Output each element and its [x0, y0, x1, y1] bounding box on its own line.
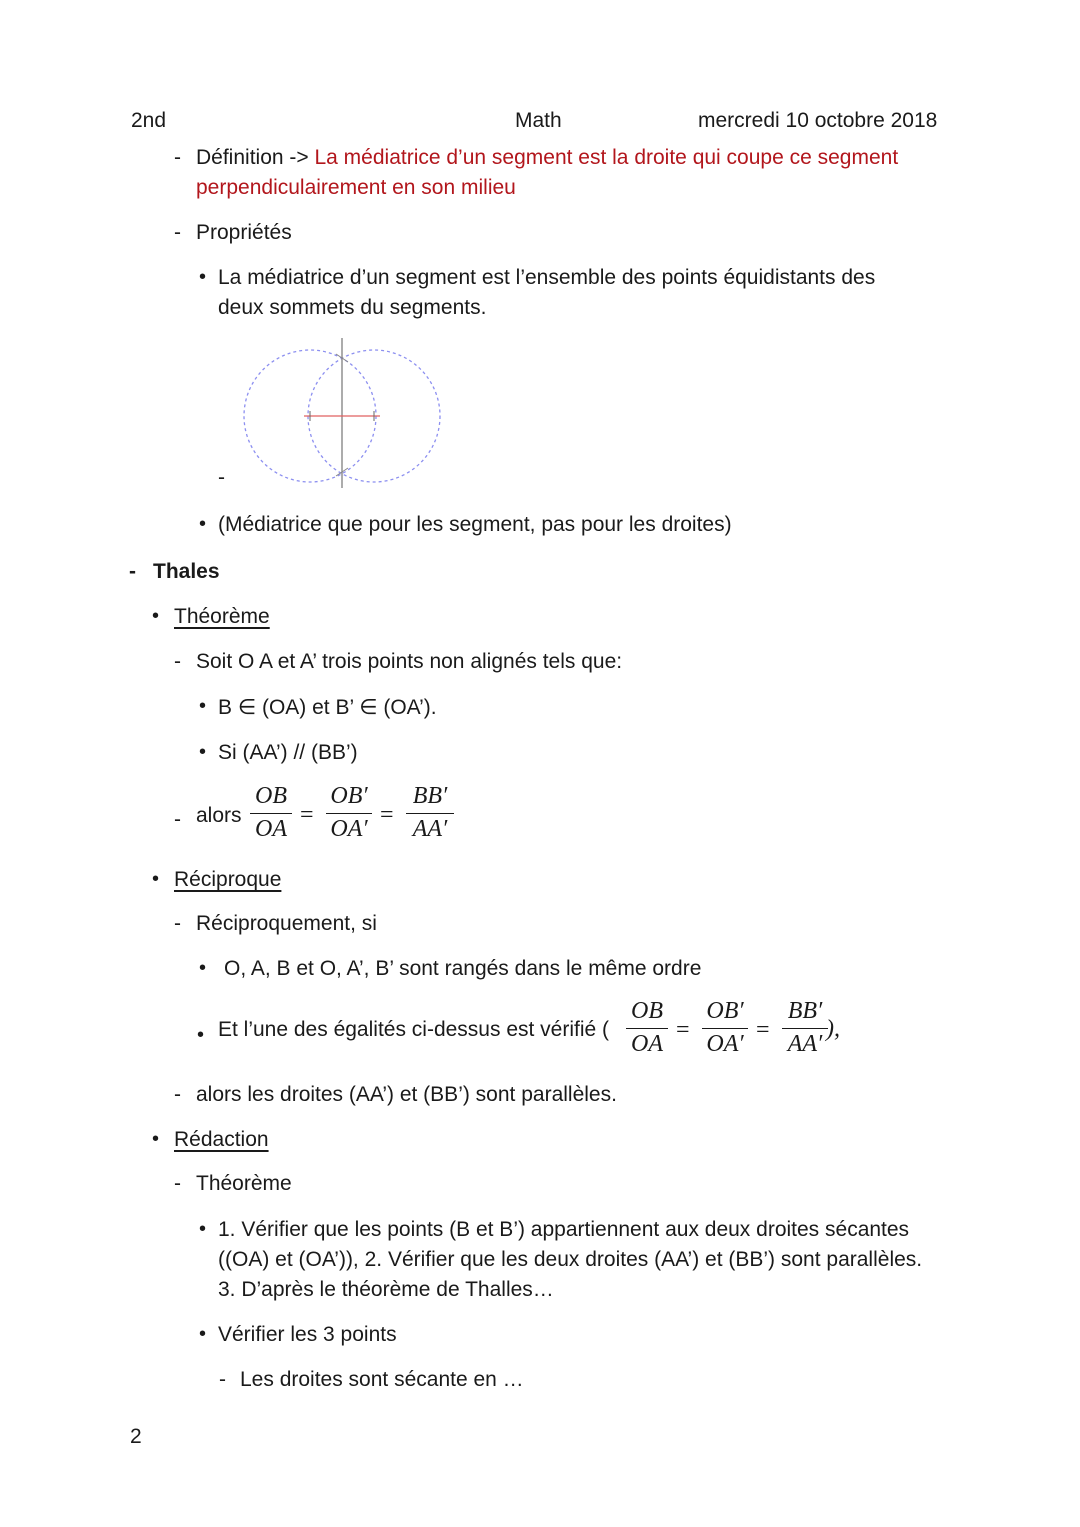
bullet-icon: •: [197, 1024, 205, 1046]
dash-marker: -: [219, 1368, 226, 1391]
equals-sign: =: [676, 1017, 690, 1043]
fraction-denominator: AA′: [412, 816, 448, 842]
dash-marker: -: [174, 146, 181, 169]
equals-sign: =: [756, 1017, 770, 1043]
bullet-icon: •: [199, 741, 207, 763]
dash-marker: -: [174, 808, 181, 831]
bullet-icon: •: [199, 1218, 207, 1240]
reciproque-conclusion: alors les droites (AA’) et (BB’) sont parallèles.: [196, 1083, 617, 1106]
dash-marker: -: [174, 912, 181, 935]
header-subject: Math: [515, 109, 562, 132]
reciproque-cond2-end: ),: [826, 1016, 840, 1042]
redaction-title: Rédaction: [174, 1128, 269, 1151]
fraction-numerator: OB: [255, 783, 287, 809]
bullet-icon: •: [199, 695, 207, 717]
bullet-icon: •: [152, 605, 160, 627]
fraction-ob-oa: [250, 783, 292, 843]
redaction-step-line3: 3. D’après le théorème de Thalles…: [218, 1278, 554, 1301]
equals-sign: =: [300, 802, 314, 828]
fraction-bar: [782, 1028, 828, 1029]
fraction-numerator: BB′: [787, 998, 823, 1024]
proprietes-point1-line1: La médiatrice d’un segment est l’ensemble des points équidistants des: [218, 266, 876, 289]
fraction-denominator: AA′: [787, 1031, 823, 1057]
page-number: 2: [130, 1425, 142, 1448]
fraction-bbp-aap: [406, 783, 454, 843]
theoreme-title: Théorème: [174, 605, 270, 628]
fraction-obp-oap: [702, 998, 748, 1058]
dash-marker: -: [174, 221, 181, 244]
bullet-icon: •: [152, 1128, 160, 1150]
equals-sign: =: [380, 802, 394, 828]
definition-text: La médiatrice d’un segment est la droite qui coupe ce segment: [314, 146, 899, 169]
dash-marker: -: [218, 466, 225, 489]
fraction-denominator: OA: [255, 816, 287, 842]
bullet-icon: •: [152, 868, 160, 890]
proprietes-title: Propriétés: [196, 221, 292, 244]
dash-marker: -: [174, 1083, 181, 1106]
redaction-step-line1: 1. Vérifier que les points (B et B’) appartiennent aux deux droites sécantes: [218, 1218, 910, 1241]
reciproque-title: Réciproque: [174, 868, 282, 891]
fraction-numerator: OB′: [330, 783, 368, 809]
mediatrice-figure: [232, 336, 452, 496]
redaction-verify: Vérifier les 3 points: [218, 1323, 397, 1346]
definition-line1: [196, 146, 898, 170]
bullet-icon: •: [199, 957, 207, 979]
header-class: 2nd: [131, 109, 167, 132]
fraction-denominator: OA′: [706, 1031, 744, 1057]
bullet-icon: •: [199, 513, 207, 535]
redaction-step-line2: ((OA) et (OA’)), 2. Vérifier que les deux droites (AA’) et (BB’) sont parallèles.: [218, 1248, 923, 1271]
fraction-denominator: OA: [631, 1031, 663, 1057]
dash-marker: -: [174, 1172, 181, 1195]
thales-title: Thales: [153, 560, 220, 583]
dash-marker: -: [174, 650, 181, 673]
dash-marker: -: [129, 560, 136, 583]
redaction-secant: Les droites sont sécante en …: [240, 1368, 524, 1391]
fraction-numerator: OB′: [706, 998, 744, 1024]
definition-line2: perpendiculairement en son milieu: [196, 176, 516, 199]
fraction-obp-oap: [326, 783, 372, 843]
reciproque-cond1: O, A, B et O, A’, B’ sont rangés dans le même ordre: [224, 957, 702, 980]
fraction-denominator: OA′: [330, 816, 368, 842]
fraction-ob-oa: [626, 998, 668, 1058]
header-date: mercredi 10 octobre 2018: [698, 109, 938, 132]
reciproque-cond2: Et l’une des égalités ci-dessus est vérifié (: [218, 1018, 610, 1041]
fraction-bbp-aap: [782, 998, 828, 1058]
fraction-bar: [702, 1028, 748, 1029]
theoreme-cond2: Si (AA’) // (BB’): [218, 741, 358, 764]
fraction-numerator: OB: [631, 998, 663, 1024]
theoreme-cond1: B ∈ (OA) et B’ ∈ (OA’).: [218, 696, 437, 719]
fraction-bar: [326, 813, 372, 814]
fraction-numerator: BB′: [412, 783, 448, 809]
proprietes-point1-line2: deux sommets du segments.: [218, 296, 487, 319]
bullet-icon: •: [199, 1323, 207, 1345]
proprietes-point2: (Médiatrice que pour les segment, pas pour les droites): [218, 513, 732, 536]
fraction-bar: [250, 813, 292, 814]
reciproque-intro: Réciproquement, si: [196, 912, 377, 935]
redaction-sub: Théorème: [196, 1172, 292, 1195]
fraction-bar: [406, 813, 454, 814]
theoreme-soit: Soit O A et A’ trois points non alignés tels que:: [196, 650, 623, 673]
theoreme-alors: alors: [196, 804, 242, 827]
bullet-icon: •: [199, 266, 207, 288]
fraction-bar: [626, 1028, 668, 1029]
definition-prefix: Définition ->: [196, 146, 315, 169]
